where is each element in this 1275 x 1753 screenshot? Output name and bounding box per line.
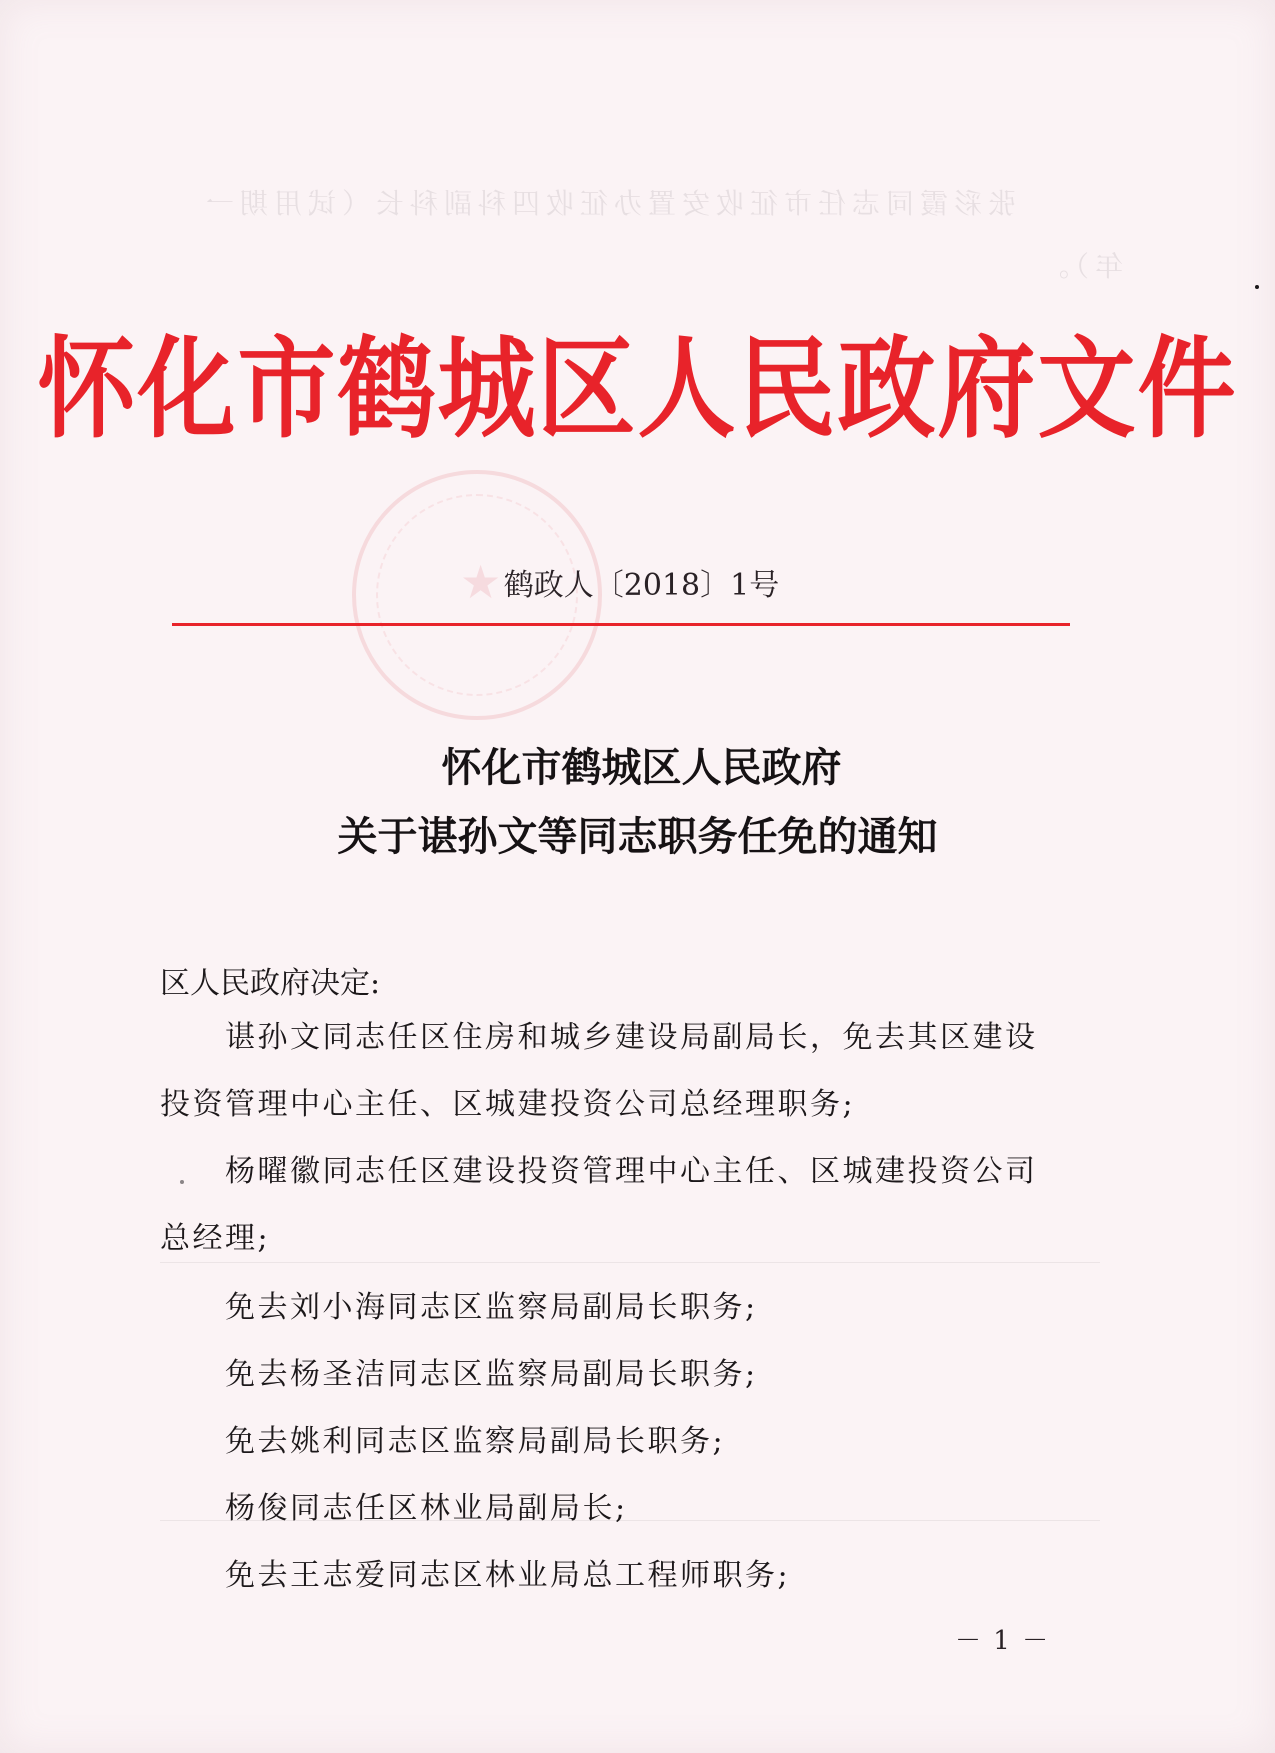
- page-number: － 1 －: [955, 1626, 1051, 1656]
- scan-speck: [1255, 285, 1259, 289]
- seal-star-icon: ★: [460, 555, 502, 609]
- body-line: 免去刘小海同志区监察局副局长职务;: [225, 1290, 758, 1325]
- bleed-through-text: 年）。: [1035, 250, 1124, 283]
- body-line: 免去王志爱同志区林业局总工程师职务;: [225, 1558, 791, 1593]
- body-line: 投资管理中心主任、区城建投资公司总经理职务;: [160, 1087, 856, 1122]
- bleed-through-line: [160, 1262, 1100, 1263]
- body-line: 杨曜徽同志任区建设投资管理中心主任、区城建投资公司: [225, 1154, 1038, 1189]
- document-masthead: 怀化市鹤城区人民政府文件: [37, 326, 1238, 454]
- bleed-through-text: 张彩霞同志任市征收安置办征收四科副科长（试用期一: [200, 187, 1017, 220]
- scan-speck: [180, 1180, 184, 1184]
- body-line: 谌孙文同志任区住房和城乡建设局副局长，免去其区建设: [225, 1020, 1038, 1055]
- notice-title-line1: 怀化市鹤城区人民政府: [441, 744, 842, 791]
- body-line: 免去杨圣洁同志区监察局副局长职务;: [225, 1357, 758, 1392]
- document-number: 鹤政人〔2018〕1号: [503, 568, 780, 603]
- body-line: 免去姚利同志区监察局副局长职务;: [225, 1424, 726, 1459]
- salutation: 区人民政府决定:: [160, 966, 381, 1001]
- body-line: 总经理;: [160, 1221, 271, 1256]
- red-divider-line: [172, 623, 1070, 626]
- notice-title-line2: 关于谌孙文等同志职务任免的通知: [337, 813, 938, 860]
- body-line: 杨俊同志任区林业局副局长;: [225, 1491, 628, 1526]
